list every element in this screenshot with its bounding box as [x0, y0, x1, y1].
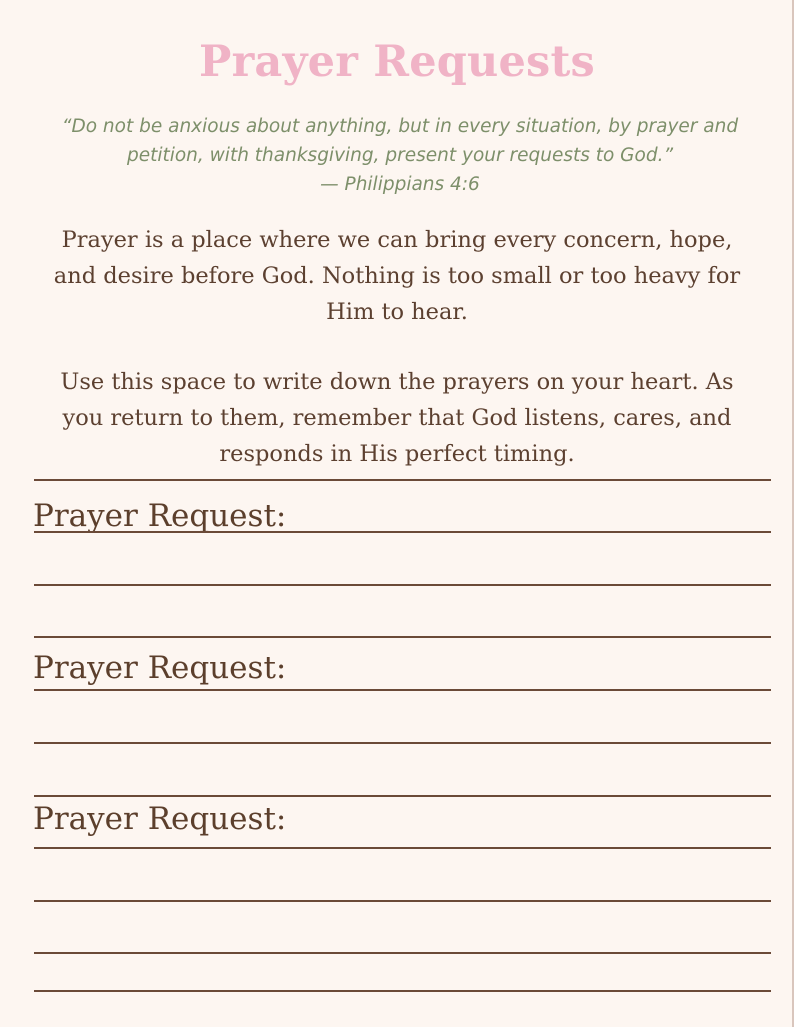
scripture-line: “Do not be anxious about anything, but in every situation, by prayer and — [61, 116, 739, 137]
writing-line[interactable] — [34, 795, 771, 797]
page-title: Prayer Requests — [199, 37, 595, 87]
intro-line: Use this space to write down the prayers on your heart. As — [60, 369, 734, 395]
writing-line[interactable] — [34, 689, 771, 691]
intro-line: Prayer is a place where we can bring every concern, hope, — [61, 227, 733, 253]
writing-line[interactable] — [34, 900, 771, 902]
intro-line: responds in His perfect timing. — [219, 441, 575, 467]
prayer-request-label: Prayer Request: — [33, 498, 287, 534]
writing-line[interactable] — [34, 952, 771, 954]
writing-line[interactable] — [34, 636, 771, 638]
intro-paragraph — [20, 364, 774, 472]
prayer-request-label: Prayer Request: — [33, 650, 287, 686]
intro-line: and desire before God. Nothing is too small or too heavy for — [53, 263, 741, 289]
intro-line: you return to them, remember that God listens, cares, and — [62, 405, 732, 431]
scripture-quote — [20, 112, 780, 199]
scripture-reference: — Philippians 4:6 — [320, 174, 480, 195]
writing-line[interactable] — [34, 584, 771, 586]
writing-line[interactable] — [34, 990, 771, 992]
intro-line: Him to hear. — [326, 299, 468, 325]
prayer-request-label: Prayer Request: — [33, 801, 287, 837]
intro-paragraph — [20, 222, 774, 330]
scripture-line: petition, with thanksgiving, present your requests to God.” — [126, 145, 674, 166]
writing-line[interactable] — [34, 479, 771, 481]
writing-line[interactable] — [34, 742, 771, 744]
writing-line[interactable] — [34, 531, 771, 533]
writing-line[interactable] — [34, 847, 771, 849]
